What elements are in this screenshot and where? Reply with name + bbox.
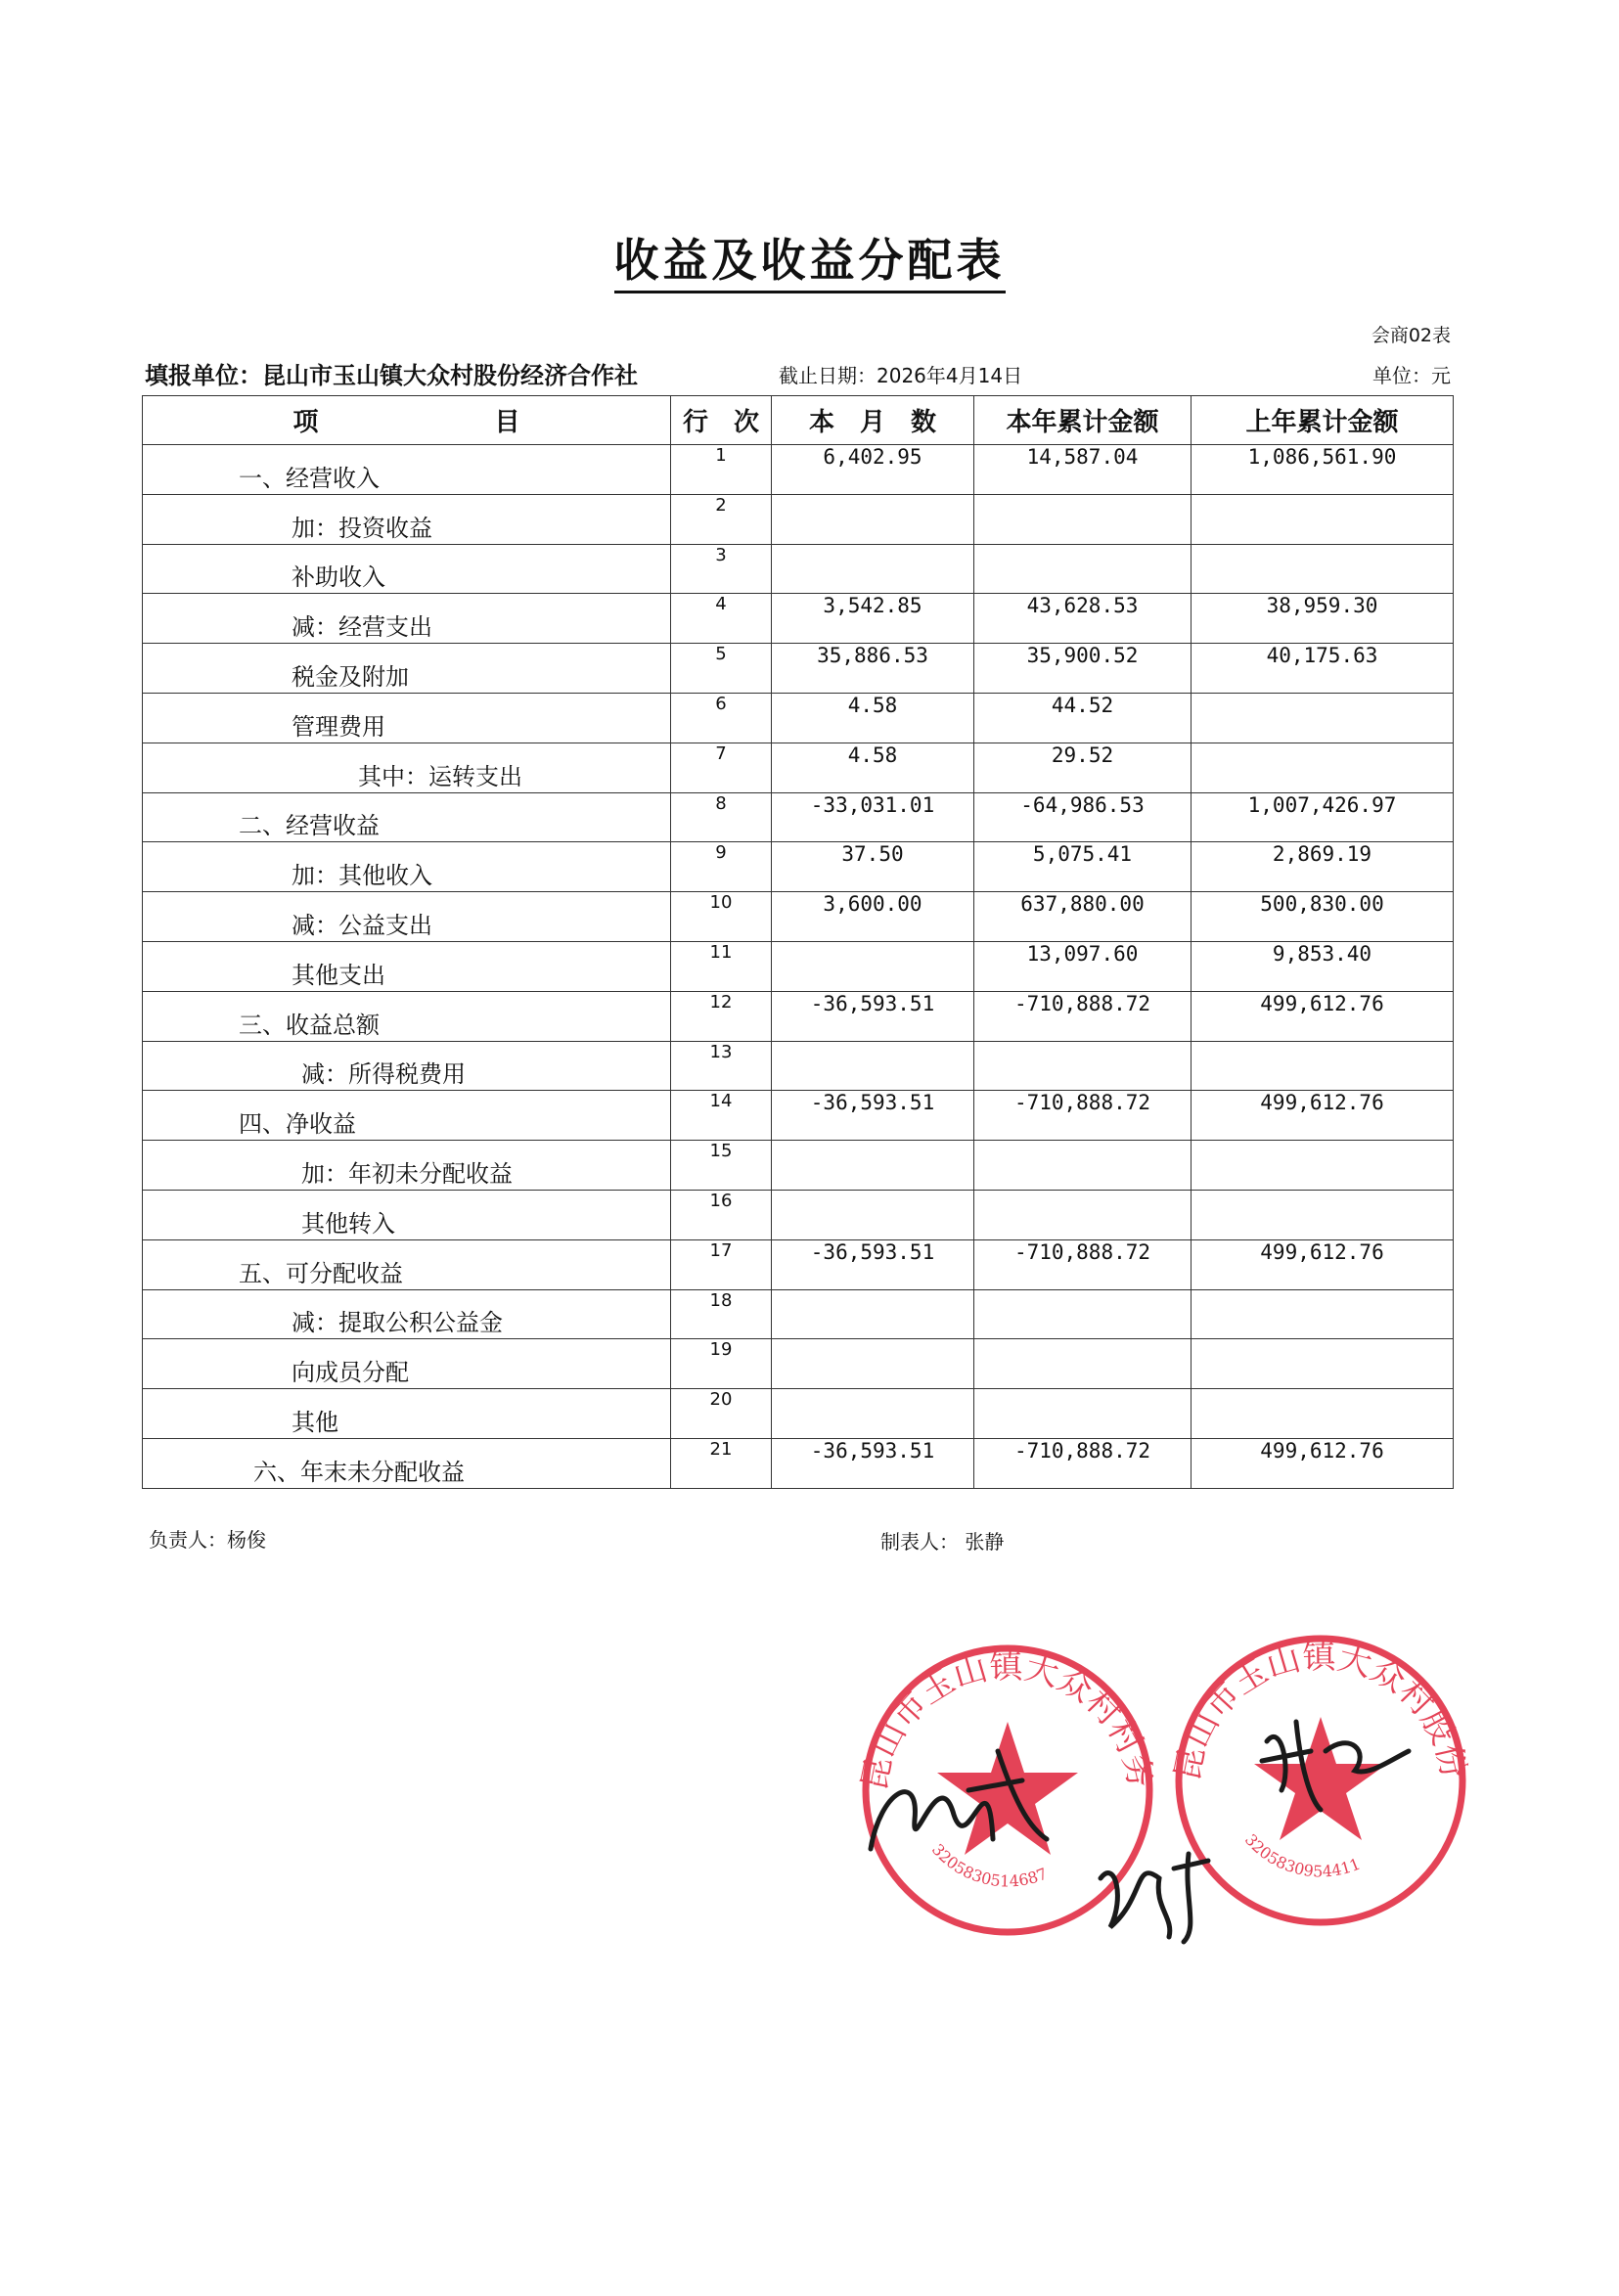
row-line: 6 [671, 693, 772, 743]
row-prev: 500,830.00 [1192, 892, 1454, 942]
table-row [143, 1389, 1454, 1439]
row-line: 4 [671, 594, 772, 644]
header-item-a: 项 [292, 408, 319, 437]
table-row [143, 941, 1454, 991]
row-item-text: 三、收益总额 [239, 1011, 380, 1039]
row-item [143, 1438, 671, 1488]
row-month [772, 941, 974, 991]
row-line: 16 [671, 1190, 772, 1239]
row-item-text: 向成员分配 [292, 1359, 409, 1387]
table-row [143, 445, 1454, 495]
row-line: 3 [671, 544, 772, 594]
row-month: 4.58 [772, 743, 974, 792]
row-prev: 38,959.30 [1192, 594, 1454, 644]
row-month [772, 1289, 974, 1339]
header-month: 本 月 数 [772, 396, 974, 445]
row-prev: 1,007,426.97 [1192, 792, 1454, 842]
row-item-text: 加：其他收入 [292, 862, 432, 890]
row-prev: 40,175.63 [1192, 644, 1454, 694]
row-item [143, 494, 671, 544]
title-text: 收益及收益分配表 [614, 234, 1006, 293]
responsible-person: 负责人：杨俊 [149, 1528, 266, 1552]
row-month: 37.50 [772, 842, 974, 892]
row-ytd [974, 494, 1192, 544]
row-item-text: 四、净收益 [239, 1110, 356, 1139]
row-item [143, 1239, 671, 1289]
row-month: -36,593.51 [772, 1239, 974, 1289]
row-prev [1192, 693, 1454, 743]
meta-row [145, 356, 1451, 391]
row-item [143, 792, 671, 842]
row-line: 5 [671, 644, 772, 694]
header-line: 行 次 [671, 396, 772, 445]
row-prev [1192, 1141, 1454, 1191]
row-prev: 499,612.76 [1192, 991, 1454, 1041]
signature-2-stroke [1101, 1854, 1208, 1942]
row-item [143, 644, 671, 694]
row-prev [1192, 1041, 1454, 1091]
row-item [143, 544, 671, 594]
row-ytd [974, 544, 1192, 594]
row-line: 2 [671, 494, 772, 544]
currency-unit: 单位：元 [1372, 364, 1451, 387]
header-prev: 上年累计金额 [1192, 396, 1454, 445]
row-ytd: 13,097.60 [974, 941, 1192, 991]
table-row [143, 991, 1454, 1041]
table-row [143, 1289, 1454, 1339]
row-prev: 499,612.76 [1192, 1091, 1454, 1141]
row-item [143, 1339, 671, 1389]
header-row [143, 396, 1454, 445]
row-item [143, 445, 671, 495]
row-month [772, 1389, 974, 1439]
row-line: 10 [671, 892, 772, 942]
row-ytd: -710,888.72 [974, 1239, 1192, 1289]
page-title [0, 225, 1619, 290]
row-ytd: -710,888.72 [974, 991, 1192, 1041]
row-line: 11 [671, 941, 772, 991]
row-ytd: 29.52 [974, 743, 1192, 792]
row-prev: 499,612.76 [1192, 1438, 1454, 1488]
row-prev [1192, 1339, 1454, 1389]
row-ytd: 43,628.53 [974, 594, 1192, 644]
seals-area [822, 1604, 1487, 1957]
row-item-text: 减：经营支出 [292, 613, 432, 642]
row-line: 15 [671, 1141, 772, 1191]
row-month [772, 1339, 974, 1389]
header-item [143, 396, 671, 445]
row-month: 4.58 [772, 693, 974, 743]
row-line: 8 [671, 792, 772, 842]
table-row [143, 1438, 1454, 1488]
row-ytd: 35,900.52 [974, 644, 1192, 694]
row-line: 7 [671, 743, 772, 792]
row-prev [1192, 1289, 1454, 1339]
row-prev: 9,853.40 [1192, 941, 1454, 991]
form-code: 会商02表 [1371, 325, 1451, 346]
row-item [143, 693, 671, 743]
table-row [143, 792, 1454, 842]
row-month: 3,542.85 [772, 594, 974, 644]
row-prev [1192, 743, 1454, 792]
seal-1-code-path: 3205830514687 [927, 1840, 1051, 1891]
row-month [772, 544, 974, 594]
row-item-text: 其中：运转支出 [358, 762, 522, 790]
row-item [143, 1091, 671, 1141]
table-row [143, 693, 1454, 743]
row-prev [1192, 1389, 1454, 1439]
row-item-text: 五、可分配收益 [239, 1259, 403, 1287]
row-item [143, 1141, 671, 1191]
seals-svg [822, 1604, 1487, 1957]
row-month [772, 1190, 974, 1239]
row-line: 19 [671, 1339, 772, 1389]
header-item-b: 目 [494, 408, 520, 437]
row-line: 9 [671, 842, 772, 892]
seal-2-code [1241, 1830, 1363, 1880]
row-ytd: -710,888.72 [974, 1091, 1192, 1141]
row-item-text: 减：公益支出 [292, 911, 432, 939]
row-item [143, 1389, 671, 1439]
row-month [772, 1141, 974, 1191]
row-item-text: 补助收入 [292, 563, 385, 592]
row-item [143, 842, 671, 892]
seal-2-textpath: 昆山市玉山镇大众村股份 [1167, 1637, 1473, 1784]
row-prev: 499,612.76 [1192, 1239, 1454, 1289]
row-ytd [974, 1389, 1192, 1439]
row-ytd: -64,986.53 [974, 792, 1192, 842]
row-item [143, 941, 671, 991]
table-row [143, 892, 1454, 942]
seal-1-code [928, 1840, 1050, 1890]
header-ytd: 本年累计金额 [974, 396, 1192, 445]
signature-2 [1101, 1854, 1208, 1942]
table-row [143, 1239, 1454, 1289]
seal-1 [822, 1604, 1160, 1932]
row-line: 1 [671, 445, 772, 495]
row-prev [1192, 494, 1454, 544]
reporting-unit: 填报单位：昆山市玉山镇大众村股份经济合作社 [145, 362, 638, 389]
row-item [143, 892, 671, 942]
row-ytd: 637,880.00 [974, 892, 1192, 942]
row-ytd [974, 1190, 1192, 1239]
table-row [143, 1141, 1454, 1191]
preparer: 制表人： 张静 [880, 1530, 1005, 1553]
row-item [143, 991, 671, 1041]
table-row [143, 644, 1454, 694]
row-item-text: 其他 [292, 1408, 338, 1436]
row-item-text: 加：投资收益 [292, 514, 432, 542]
table-row [143, 544, 1454, 594]
row-month: -36,593.51 [772, 991, 974, 1041]
row-line: 12 [671, 991, 772, 1041]
row-ytd: 44.52 [974, 693, 1192, 743]
row-item-text: 税金及附加 [292, 662, 409, 691]
row-prev [1192, 544, 1454, 594]
row-ytd [974, 1289, 1192, 1339]
row-line: 18 [671, 1289, 772, 1339]
row-line: 21 [671, 1438, 772, 1488]
row-item-text: 二、经营收益 [239, 812, 380, 840]
row-item-text: 其他转入 [301, 1209, 395, 1238]
row-line: 17 [671, 1239, 772, 1289]
row-ytd [974, 1041, 1192, 1091]
row-line: 14 [671, 1091, 772, 1141]
cutoff-date: 截止日期：2026年4月14日 [779, 364, 1023, 387]
row-item-text: 管理费用 [292, 712, 385, 741]
row-month: -36,593.51 [772, 1438, 974, 1488]
row-month: 35,886.53 [772, 644, 974, 694]
table-row [143, 743, 1454, 792]
row-item-text: 六、年末未分配收益 [253, 1458, 465, 1486]
row-prev: 2,869.19 [1192, 842, 1454, 892]
row-ytd [974, 1339, 1192, 1389]
row-ytd: 14,587.04 [974, 445, 1192, 495]
row-item [143, 594, 671, 644]
row-month: 3,600.00 [772, 892, 974, 942]
seal-1-textpath: 昆山市玉山镇大众村村务 [854, 1646, 1160, 1794]
row-ytd [974, 1141, 1192, 1191]
row-item-text: 一、经营收入 [239, 464, 380, 492]
table-row [143, 1190, 1454, 1239]
table-row [143, 1339, 1454, 1389]
row-prev [1192, 1190, 1454, 1239]
row-ytd: -710,888.72 [974, 1438, 1192, 1488]
seal-2-code-path: 3205830954411 [1240, 1830, 1364, 1881]
row-month [772, 494, 974, 544]
row-line: 20 [671, 1389, 772, 1439]
table-row [143, 1091, 1454, 1141]
row-month: -33,031.01 [772, 792, 974, 842]
table-row [143, 842, 1454, 892]
row-item [143, 1289, 671, 1339]
row-item-text: 其他支出 [292, 961, 385, 989]
row-item [143, 1190, 671, 1239]
seal-1-star-icon [937, 1722, 1078, 1855]
table-row [143, 494, 1454, 544]
row-item [143, 743, 671, 792]
row-ytd: 5,075.41 [974, 842, 1192, 892]
row-month [772, 1041, 974, 1091]
seal-1-text [822, 1604, 1160, 1794]
row-item-text: 减：提取公积公益金 [292, 1309, 503, 1337]
row-month: 6,402.95 [772, 445, 974, 495]
row-prev: 1,086,561.90 [1192, 445, 1454, 495]
table-row [143, 1041, 1454, 1091]
row-item [143, 1041, 671, 1091]
table-row [143, 594, 1454, 644]
row-item-text: 减：所得税费用 [301, 1060, 466, 1089]
income-distribution-table [142, 395, 1454, 1489]
row-line: 13 [671, 1041, 772, 1091]
row-item-text: 加：年初未分配收益 [301, 1159, 513, 1188]
row-month: -36,593.51 [772, 1091, 974, 1141]
